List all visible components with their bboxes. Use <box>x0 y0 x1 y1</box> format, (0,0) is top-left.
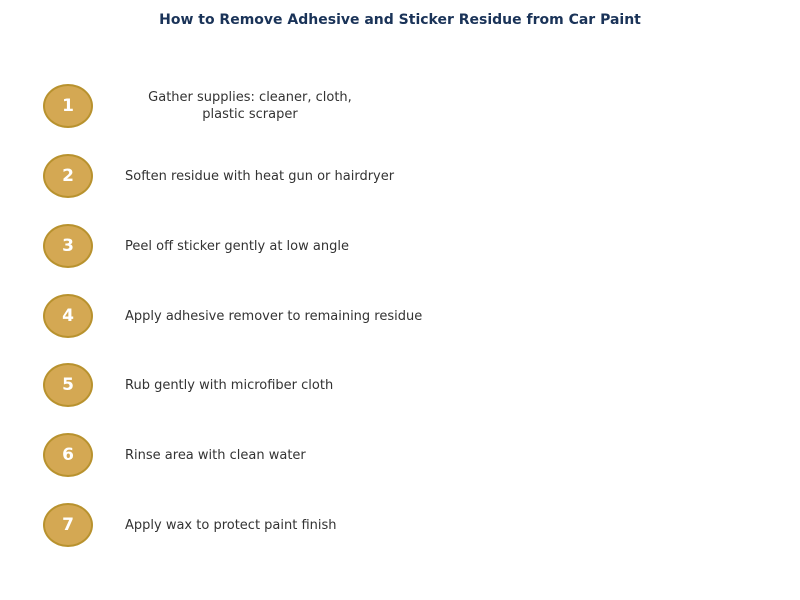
step-7 <box>0 503 800 547</box>
step-number-badge: 6 <box>43 433 93 477</box>
step-number-badge: 4 <box>43 294 93 338</box>
step-label: Rub gently with microfiber cloth <box>125 377 334 393</box>
step-number-badge: 7 <box>43 503 93 547</box>
step-label: Peel off sticker gently at low angle <box>125 238 349 254</box>
step-label <box>125 84 375 128</box>
step-number-badge: 5 <box>43 363 93 407</box>
step-label: Apply wax to protect paint finish <box>125 517 337 533</box>
step-5 <box>0 363 800 407</box>
step-number-badge: 2 <box>43 154 93 198</box>
step-label: Apply adhesive remover to remaining residue <box>125 308 423 324</box>
step-4 <box>0 294 800 338</box>
step-label: Rinse area with clean water <box>125 447 306 463</box>
step-label-text: Gather supplies: cleaner, cloth, plastic scraper <box>148 90 352 122</box>
step-6 <box>0 433 800 477</box>
step-number-badge: 3 <box>43 224 93 268</box>
step-number-badge: 1 <box>43 84 93 128</box>
step-3 <box>0 224 800 268</box>
step-label: Soften residue with heat gun or hairdryer <box>125 168 395 184</box>
step-2 <box>0 154 800 198</box>
diagram-title: How to Remove Adhesive and Sticker Residue from Car Paint <box>159 12 641 28</box>
step-1 <box>0 84 800 128</box>
